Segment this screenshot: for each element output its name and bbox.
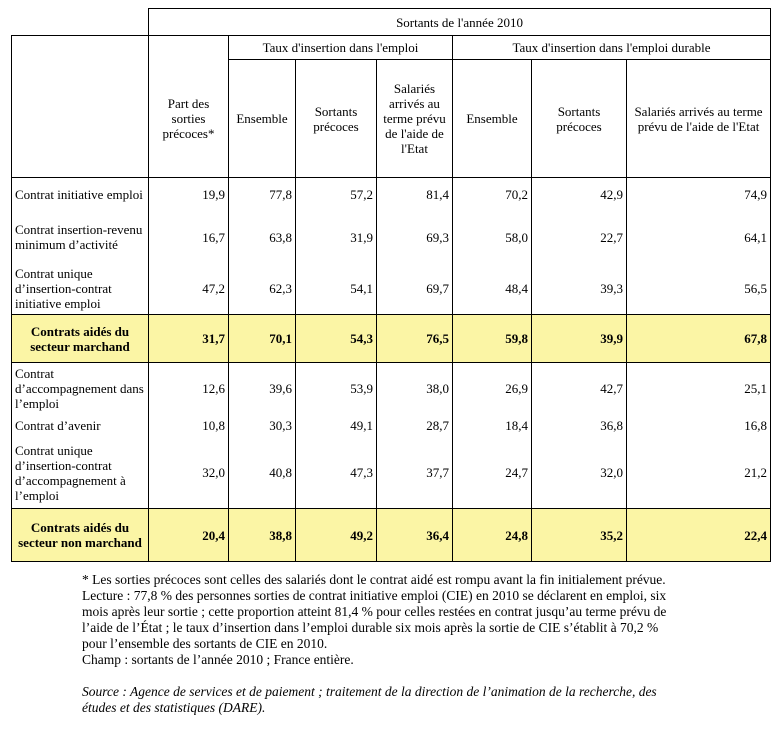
table-cell: 67,8 xyxy=(627,315,771,363)
summary-row-marchand xyxy=(12,315,771,363)
table-cell: 47,3 xyxy=(296,438,377,509)
table-cell: 59,8 xyxy=(453,315,532,363)
table-cell: 62,3 xyxy=(229,263,296,315)
row-label: Contrat initiative emploi xyxy=(12,178,149,212)
table-cell: 21,2 xyxy=(627,438,771,509)
table-cell: 81,4 xyxy=(377,178,453,212)
col-header-ensemble: Ensemble xyxy=(229,60,296,178)
table-cell: 20,4 xyxy=(149,509,229,562)
row-label-header-bottom xyxy=(12,60,149,178)
row-label: Contrat unique d’insertion-contrat initiative emploi xyxy=(12,263,149,315)
table-cell: 25,1 xyxy=(627,363,771,414)
table-cell: 69,7 xyxy=(377,263,453,315)
col-header-terme-durable: Salariés arrivés au terme prévu de l'aide de l'Etat xyxy=(627,60,771,178)
row-label: Contrat d’accompagnement dans l’emploi xyxy=(12,363,149,414)
table-cell: 69,3 xyxy=(377,212,453,263)
table-cell: 18,4 xyxy=(453,414,532,438)
table-row xyxy=(12,212,771,263)
table-cell: 77,8 xyxy=(229,178,296,212)
summary-row-non-marchand xyxy=(12,509,771,562)
table-cell: 36,8 xyxy=(532,414,627,438)
row-label: Contrat insertion-revenu minimum d’activité xyxy=(12,212,149,263)
row-label: Contrats aidés du secteur marchand xyxy=(12,315,149,363)
table-cell: 42,9 xyxy=(532,178,627,212)
table-cell: 32,0 xyxy=(149,438,229,509)
table-cell: 10,8 xyxy=(149,414,229,438)
table-cell: 12,6 xyxy=(149,363,229,414)
table-row xyxy=(12,414,771,438)
table-cell: 54,1 xyxy=(296,263,377,315)
row-label-header xyxy=(12,36,149,60)
table-cell: 24,7 xyxy=(453,438,532,509)
table-cell: 70,1 xyxy=(229,315,296,363)
col-header-part: Part des sorties précoces* xyxy=(149,60,229,178)
table-cell: 22,7 xyxy=(532,212,627,263)
group-header-emploi: Taux d'insertion dans l'emploi xyxy=(229,36,453,60)
table-cell: 74,9 xyxy=(627,178,771,212)
table-cell: 31,7 xyxy=(149,315,229,363)
table-cell: 76,5 xyxy=(377,315,453,363)
table-cell: 32,0 xyxy=(532,438,627,509)
col-part-top xyxy=(149,36,229,60)
table-cell: 58,0 xyxy=(453,212,532,263)
table-cell: 64,1 xyxy=(627,212,771,263)
table-cell: 36,4 xyxy=(377,509,453,562)
table-cell: 49,2 xyxy=(296,509,377,562)
table-cell: 54,3 xyxy=(296,315,377,363)
table-cell: 38,8 xyxy=(229,509,296,562)
table-cell: 35,2 xyxy=(532,509,627,562)
table-cell: 57,2 xyxy=(296,178,377,212)
note-asterisk: * Les sorties précoces sont celles des salariés dont le contrat aidé est rompu avant la fin initialement prévue. xyxy=(82,572,666,587)
col-header-precoces-durable: Sortants précoces xyxy=(532,60,627,178)
table-cell: 19,9 xyxy=(149,178,229,212)
note-champ: Champ : sortants de l’année 2010 ; France entière. xyxy=(82,652,354,667)
table-cell: 16,8 xyxy=(627,414,771,438)
table-cell: 22,4 xyxy=(627,509,771,562)
col-header-ensemble-durable: Ensemble xyxy=(453,60,532,178)
table-cell: 70,2 xyxy=(453,178,532,212)
table-cell: 16,7 xyxy=(149,212,229,263)
table-row xyxy=(12,178,771,212)
table-cell: 26,9 xyxy=(453,363,532,414)
insertion-rate-table xyxy=(11,8,771,562)
row-label: Contrats aidés du secteur non marchand xyxy=(12,509,149,562)
col-header-terme: Salariés arrivés au terme prévu de l'aide de l'Etat xyxy=(377,60,453,178)
corner-blank xyxy=(12,9,149,36)
row-label: Contrat d’avenir xyxy=(12,414,149,438)
table-cell: 53,9 xyxy=(296,363,377,414)
table-notes xyxy=(82,572,682,716)
table-cell: 56,5 xyxy=(627,263,771,315)
table-cell: 39,6 xyxy=(229,363,296,414)
group-header-durable: Taux d'insertion dans l'emploi durable xyxy=(453,36,771,60)
table-row xyxy=(12,438,771,509)
col-header-precoces: Sortants précoces xyxy=(296,60,377,178)
table-cell: 47,2 xyxy=(149,263,229,315)
table-cell: 49,1 xyxy=(296,414,377,438)
table-cell: 39,9 xyxy=(532,315,627,363)
table-cell: 39,3 xyxy=(532,263,627,315)
header-super: Sortants de l'année 2010 xyxy=(149,9,771,36)
table-cell: 37,7 xyxy=(377,438,453,509)
table-cell: 40,8 xyxy=(229,438,296,509)
row-label: Contrat unique d’insertion-contrat d’accompagnement à l’emploi xyxy=(12,438,149,509)
table-row xyxy=(12,363,771,414)
table-cell: 28,7 xyxy=(377,414,453,438)
table-cell: 30,3 xyxy=(229,414,296,438)
table-cell: 42,7 xyxy=(532,363,627,414)
table-row xyxy=(12,263,771,315)
note-source: Source : Agence de services et de paiement ; traitement de la direction de l’animation de la recherche, des études et des statistiques (DARE). xyxy=(82,684,657,715)
table-cell: 63,8 xyxy=(229,212,296,263)
table-cell: 31,9 xyxy=(296,212,377,263)
table-cell: 38,0 xyxy=(377,363,453,414)
table-cell: 48,4 xyxy=(453,263,532,315)
note-lecture: Lecture : 77,8 % des personnes sorties de contrat initiative emploi (CIE) en 2010 se déclarent en emploi, six mois après leur sortie ; cette proportion atteint 81,4 % pour celles restées en contrat jusqu’au terme prévu de l’aide de l’État ; le taux d’insertion dans l’emploi durable six mois après la sortie de CIE s’établit à 70,2 % pour l’ensemble des sortants de CIE en 2010. xyxy=(82,588,667,651)
table-cell: 24,8 xyxy=(453,509,532,562)
